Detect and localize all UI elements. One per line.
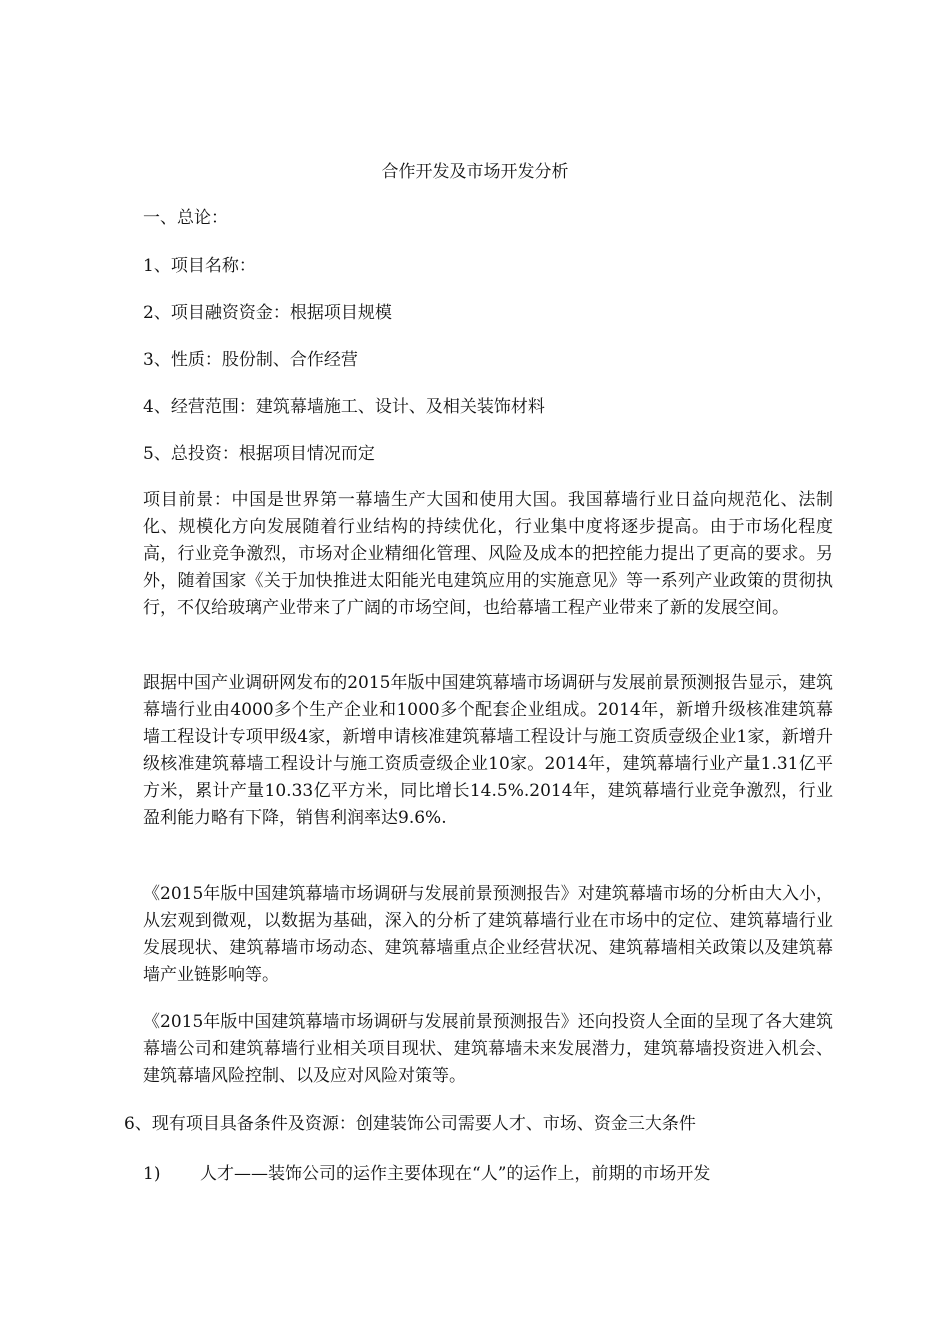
- item-existing-conditions: 6、现有项目具备条件及资源：创建装饰公司需要人才、市场、资金三大条件: [124, 1114, 696, 1134]
- item-total-investment: 5、总投资：根据项目情况而定: [143, 444, 375, 464]
- sub-item-text: 人才——装饰公司的运作主要体现在“人”的运作上，前期的市场开发: [200, 1164, 711, 1184]
- item-business-scope: 4、经营范围：建筑幕墙施工、设计、及相关装饰材料: [143, 397, 545, 417]
- paragraph-project-prospect: 项目前景：中国是世界第一幕墙生产大国和使用大国。我国幕墙行业日益向规范化、法制化、规模化方向发展随着行业结构的持续优化，行业集中度将逐步提高。由于市场化程度高，行业竞争激烈，市场对企业精细化管理、风险及成本的把控能力提出了更高的要求。另外，随着国家《关于加快推进太阳能光电建筑应用的实施意见》等一系列产业政策的贯彻执行，不仅给玻璃产业带来了广阔的市场空间，也给幕墙工程产业带来了新的发展空间。: [143, 490, 833, 618]
- paragraph-report-analysis: 《2015年版中国建筑幕墙市场调研与发展前景预测报告》对建筑幕墙市场的分析由大入小，从宏观到微观，以数据为基础，深入的分析了建筑幕墙行业在市场中的定位、建筑幕墙行业发展现状、建筑幕墙市场动态、建筑幕墙重点企业经营状况、建筑幕墙相关政策以及建筑幕墙产业链影响等。: [143, 884, 833, 985]
- document-title: 合作开发及市场开发分析: [381, 162, 569, 182]
- section-heading-general: 一、总论：: [143, 208, 228, 228]
- paragraph-report-investment: 《2015年版中国建筑幕墙市场调研与发展前景预测报告》还向投资人全面的呈现了各大建筑幕墙公司和建筑幕墙行业相关项目现状、建筑幕墙未来发展潜力，建筑幕墙投资进入机会、建筑幕墙风险控制、以及应对风险对策等。: [143, 1012, 833, 1086]
- sub-item-talent: [143, 1160, 710, 1188]
- paragraph-market-report: 跟据中国产业调研网发布的2015年版中国建筑幕墙市场调研与发展前景预测报告显示，建筑幕墙行业由4000多个生产企业和1000多个配套企业组成。2014年，新增升级核准建筑幕墙工程设计专项甲级4家，新增申请核准建筑幕墙工程设计与施工资质壹级企业1家，新增升级核准建筑幕墙工程设计与施工资质壹级企业10家。2014年，建筑幕墙行业产量1.31亿平方米，累计产量10.33亿平方米，同比增长14.5%.2014年，建筑幕墙行业竞争激烈，行业盈利能力略有下降，销售利润率达9.6%.: [143, 673, 833, 828]
- sub-item-number: 1): [143, 1164, 161, 1184]
- item-nature: 3、性质：股份制、合作经营: [143, 350, 358, 370]
- item-project-financing: 2、项目融资资金：根据项目规模: [143, 303, 392, 323]
- item-project-name: 1、项目名称：: [143, 256, 256, 276]
